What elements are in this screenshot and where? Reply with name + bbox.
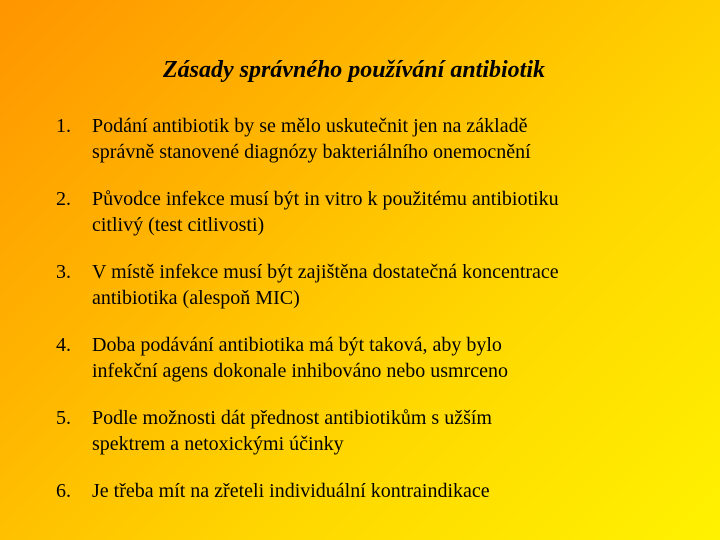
list-item-line: Podle možnosti dát přednost antibiotikům s užším	[92, 407, 492, 429]
list-item-number: 3.	[56, 261, 71, 283]
list-item	[52, 332, 692, 384]
list-item	[52, 259, 692, 311]
list-item-line: infekční agens dokonale inhibováno nebo usmrceno	[92, 360, 508, 382]
list-item-line: Doba podávání antibiotika má být taková, aby bylo	[92, 334, 502, 356]
list-item-line: správně stanovené diagnózy bakteriálního onemocnění	[92, 141, 531, 163]
list-item-line: spektrem a netoxickými účinky	[92, 433, 344, 455]
list-item-line: V místě infekce musí být zajištěna dostatečná koncentrace	[92, 261, 559, 283]
list-item-line: Je třeba mít na zřeteli individuální kontraindikace	[92, 480, 490, 502]
list-item-number: 4.	[56, 334, 71, 356]
list-item-line: Podání antibiotik by se mělo uskutečnit jen na základě	[92, 115, 528, 137]
principles-list	[52, 113, 692, 504]
list-item-number: 5.	[56, 407, 71, 429]
list-item	[52, 478, 692, 504]
list-item	[52, 405, 692, 457]
list-item-number: 6.	[56, 480, 71, 502]
list-item-line: Původce infekce musí být in vitro k použitému antibiotiku	[92, 188, 559, 210]
list-item-number: 1.	[56, 115, 71, 137]
list-item-line: citlivý (test citlivosti)	[92, 214, 265, 236]
list-item-line: antibiotika (alespoň MIC)	[92, 287, 300, 309]
list-item	[52, 186, 692, 238]
slide-title: Zásady správného používání antibiotik	[162, 57, 546, 83]
list-item-number: 2.	[56, 188, 71, 210]
list-item	[52, 113, 692, 165]
